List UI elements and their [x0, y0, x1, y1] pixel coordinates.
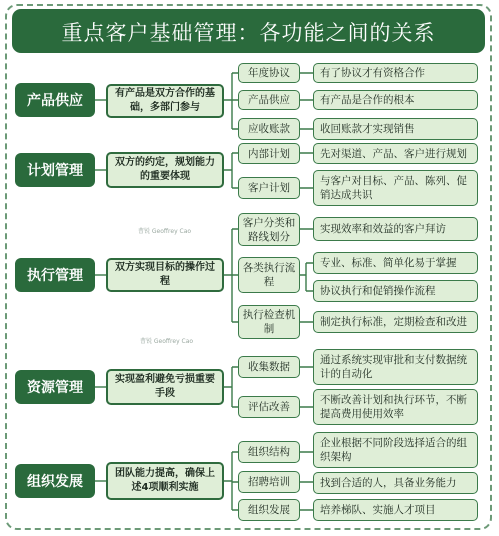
item-label: 招聘培训 [238, 471, 300, 493]
item-label: 组织发展 [238, 499, 300, 521]
item-detail: 实现效率和效益的客户拜访 [313, 217, 478, 241]
category-execution-management: 执行管理 [15, 258, 95, 292]
category-plan-management: 计划管理 [15, 153, 95, 187]
item-detail: 收回账款才实现销售 [313, 118, 478, 140]
category-desc: 有产品是双方合作的基础，多部门参与 [106, 84, 224, 118]
item-detail: 企业根据不同阶段选择适合的组织架构 [313, 432, 478, 468]
item-label: 各类执行流程 [238, 257, 300, 293]
item-detail: 先对渠道、产品、客户进行规划 [313, 143, 478, 164]
connector [300, 452, 313, 510]
item-detail: 不断改善计划和执行环节，不断提高费用使用效率 [313, 389, 478, 425]
item-label: 评估改善 [238, 396, 300, 418]
item-label: 客户分类和路线划分 [238, 213, 300, 246]
item-detail: 协议执行和促销操作流程 [313, 280, 478, 302]
connector [224, 367, 238, 407]
category-desc: 实现盈利避免亏损重要手段 [106, 369, 224, 405]
watermark: 曹锐 Geoffrey Cao [138, 228, 192, 235]
item-label: 执行检查机制 [238, 305, 300, 339]
connector [300, 367, 313, 407]
item-detail: 有了协议才有资格合作 [313, 63, 478, 83]
item-label: 年度协议 [238, 63, 300, 83]
category-desc: 团队能力提高，确保上述4项顺利实施 [106, 462, 224, 500]
item-label: 客户计划 [238, 177, 300, 199]
item-detail: 通过系统实现审批和支付数据统计的自动化 [313, 349, 478, 385]
item-label: 收集数据 [238, 356, 300, 378]
connector [224, 229, 238, 322]
watermark: 曹锐 Geoffrey Cao [140, 338, 194, 345]
connector [224, 73, 238, 129]
category-org-development: 组织发展 [15, 464, 95, 498]
item-detail: 培养梯队、实施人才项目 [313, 499, 478, 521]
item-label: 应收账款 [238, 118, 300, 140]
category-desc: 双方实现目标的操作过程 [106, 258, 224, 292]
category-desc: 双方的约定，规划能力的重要体现 [106, 152, 224, 188]
item-detail: 专业、标准、简单化易于掌握 [313, 252, 478, 274]
item-label: 内部计划 [238, 143, 300, 164]
item-label: 产品供应 [238, 90, 300, 110]
item-detail: 有产品是合作的根本 [313, 90, 478, 110]
connector [224, 153, 238, 188]
page-title: 重点客户基础管理：各功能之间的关系 [12, 9, 485, 53]
item-detail: 制定执行标准，定期检查和改进 [313, 311, 478, 333]
category-resource-management: 资源管理 [15, 370, 95, 404]
connector [224, 452, 238, 510]
connector [300, 153, 313, 188]
category-product-supply: 产品供应 [15, 83, 95, 117]
item-detail: 与客户对目标、产品、陈列、促销达成共识 [313, 170, 478, 206]
item-label: 组织结构 [238, 441, 300, 463]
connector [300, 229, 313, 322]
item-detail: 找到合适的人，具备业务能力 [313, 472, 478, 494]
connector [300, 73, 313, 129]
